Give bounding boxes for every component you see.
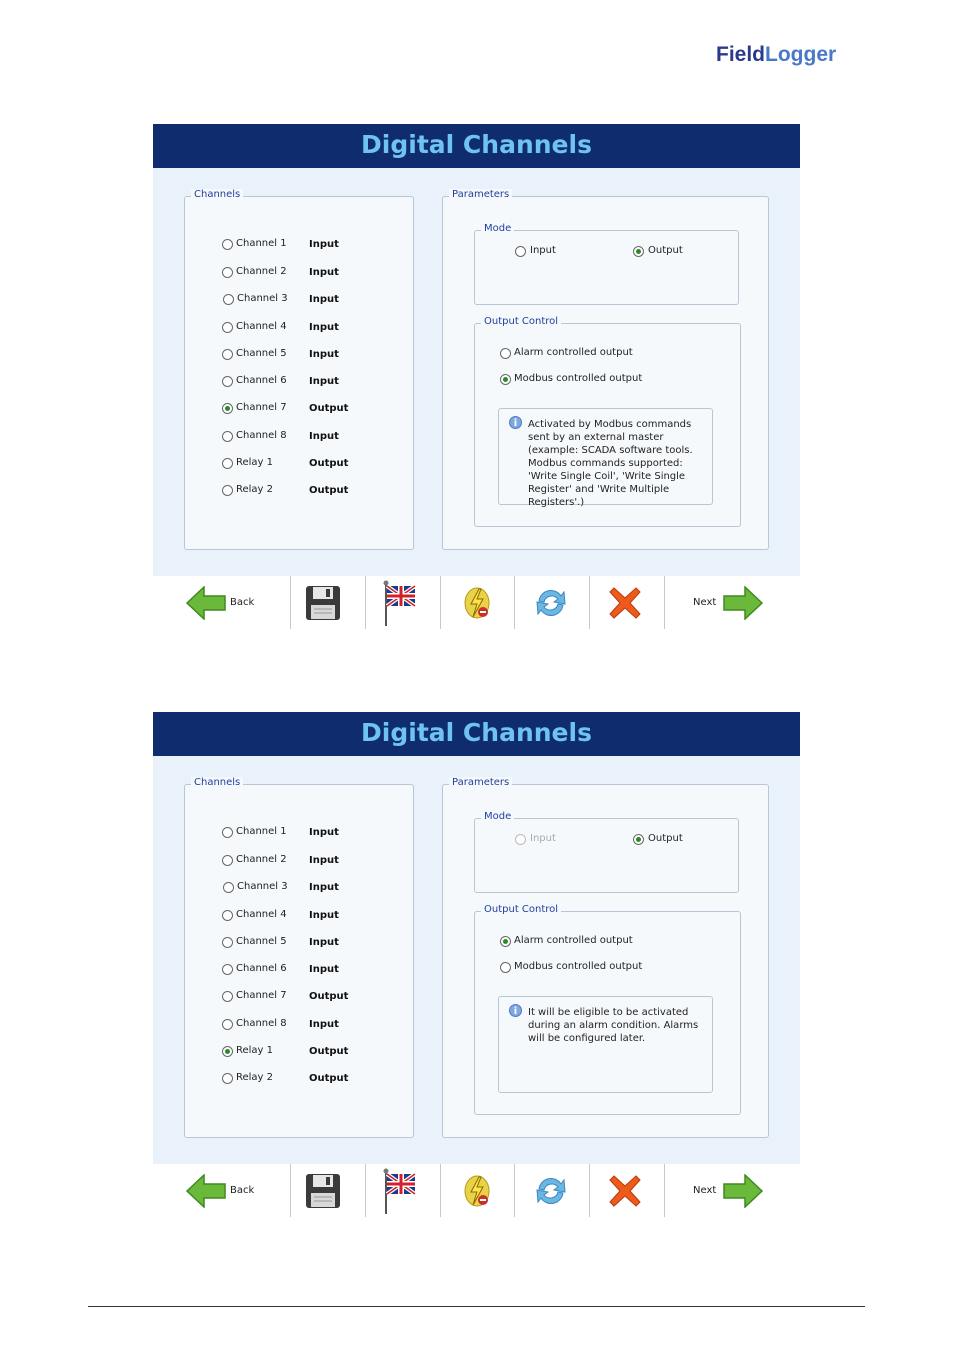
diagnostics-button[interactable] xyxy=(441,576,514,629)
channel-label[interactable]: Channel 6 xyxy=(236,375,287,386)
close-icon xyxy=(608,1174,642,1211)
modbus-controlled-label[interactable]: Modbus controlled output xyxy=(514,373,643,384)
channel-type: Output xyxy=(309,458,349,469)
channel-radio[interactable] xyxy=(222,239,233,250)
cancel-button[interactable] xyxy=(590,1164,664,1217)
channel-radio[interactable] xyxy=(222,827,233,838)
mode-output-label[interactable]: Output xyxy=(648,245,683,256)
page-footer-divider xyxy=(88,1306,865,1307)
modbus-controlled-label[interactable]: Modbus controlled output xyxy=(514,961,643,972)
next-arrow-icon xyxy=(723,1174,763,1211)
channel-radio[interactable] xyxy=(222,1019,233,1030)
back-button[interactable] xyxy=(153,576,290,629)
channel-radio[interactable] xyxy=(222,403,233,414)
mode-input-radio[interactable] xyxy=(515,246,526,257)
info-text: It will be eligible to be activated during an alarm condition. Alarms will be configured later. xyxy=(528,1007,699,1044)
channel-label[interactable]: Channel 8 xyxy=(236,430,287,441)
channel-radio[interactable] xyxy=(222,910,233,921)
close-icon xyxy=(608,586,642,623)
back-arrow-icon xyxy=(186,586,226,623)
save-icon xyxy=(305,1173,341,1212)
refresh-icon xyxy=(534,1174,568,1211)
channel-radio[interactable] xyxy=(222,485,233,496)
channel-type: Output xyxy=(309,485,349,496)
next-label: Next xyxy=(693,597,717,608)
lightning-icon xyxy=(462,1174,492,1211)
channel-type: Output xyxy=(309,1073,349,1084)
mode-legend: Mode xyxy=(481,811,514,822)
channel-label[interactable]: Channel 3 xyxy=(237,881,288,892)
mode-input-label[interactable]: Input xyxy=(530,245,556,256)
channel-type: Input xyxy=(309,376,339,387)
channel-label[interactable]: Relay 2 xyxy=(236,1072,274,1083)
channel-label[interactable]: Channel 2 xyxy=(236,854,287,865)
channel-type: Input xyxy=(309,882,339,893)
language-button[interactable] xyxy=(366,576,440,629)
channel-radio[interactable] xyxy=(222,376,233,387)
language-button[interactable] xyxy=(366,1164,440,1217)
info-icon: i xyxy=(509,1004,522,1017)
channel-label[interactable]: Channel 7 xyxy=(236,990,287,1001)
info-box xyxy=(498,408,713,508)
info-box xyxy=(498,996,713,1093)
channel-type: Input xyxy=(309,267,339,278)
mode-output-label[interactable]: Output xyxy=(648,833,683,844)
channel-radio[interactable] xyxy=(222,458,233,469)
channel-radio[interactable] xyxy=(222,349,233,360)
channel-radio[interactable] xyxy=(223,294,234,305)
fieldlogger-logo xyxy=(716,43,836,67)
mode-group xyxy=(474,811,739,893)
info-text: Activated by Modbus commands sent by an external master (example: SCADA software tools. Modbus commands supported: 'Write Single Coil', 'Write Single Register' and 'Write Multiple Registers'.) xyxy=(528,419,693,508)
lightning-icon xyxy=(462,586,492,623)
channel-label[interactable]: Channel 6 xyxy=(236,963,287,974)
channel-label[interactable]: Channel 7 xyxy=(236,402,287,413)
channel-type: Input xyxy=(309,937,339,948)
alarm-controlled-label[interactable]: Alarm controlled output xyxy=(514,935,633,946)
channel-label[interactable]: Channel 5 xyxy=(236,936,287,947)
parameters-legend: Parameters xyxy=(449,189,512,200)
digital-channels-screen xyxy=(153,712,800,1217)
channel-label[interactable]: Channel 8 xyxy=(236,1018,287,1029)
channel-radio[interactable] xyxy=(222,1073,233,1084)
alarm-controlled-radio[interactable] xyxy=(500,936,511,947)
next-label: Next xyxy=(693,1185,717,1196)
uk-flag-icon xyxy=(383,1168,417,1217)
modbus-controlled-radio[interactable] xyxy=(500,374,511,385)
channel-label[interactable]: Channel 4 xyxy=(236,321,287,332)
channel-type: Output xyxy=(309,991,349,1002)
alarm-controlled-radio[interactable] xyxy=(500,348,511,359)
output-control-legend: Output Control xyxy=(481,316,561,327)
diagnostics-button[interactable] xyxy=(441,1164,514,1217)
mode-input-radio xyxy=(515,834,526,845)
mode-input-label: Input xyxy=(530,833,556,844)
channel-label[interactable]: Channel 4 xyxy=(236,909,287,920)
channel-label[interactable]: Relay 2 xyxy=(236,484,274,495)
channel-type: Input xyxy=(309,322,339,333)
channel-type: Input xyxy=(309,964,339,975)
next-arrow-icon xyxy=(723,586,763,623)
uk-flag-icon xyxy=(383,580,417,629)
next-button[interactable] xyxy=(665,576,800,629)
channel-type: Input xyxy=(309,239,339,250)
modbus-controlled-radio[interactable] xyxy=(500,962,511,973)
cancel-button[interactable] xyxy=(590,576,664,629)
logo-part-logger: Logger xyxy=(765,43,837,66)
alarm-controlled-label[interactable]: Alarm controlled output xyxy=(514,347,633,358)
channels-panel xyxy=(184,777,414,1138)
back-arrow-icon xyxy=(186,1174,226,1211)
mode-output-radio[interactable] xyxy=(633,834,644,845)
screen-title: Digital Channels xyxy=(153,124,800,168)
save-button[interactable] xyxy=(291,576,365,629)
next-button[interactable] xyxy=(665,1164,800,1217)
back-label: Back xyxy=(230,1185,255,1196)
channel-type: Input xyxy=(309,431,339,442)
logo-part-field: Field xyxy=(716,43,766,66)
refresh-button[interactable] xyxy=(515,576,589,629)
bottom-toolbar xyxy=(153,576,800,629)
channel-label[interactable]: Channel 1 xyxy=(236,238,287,249)
channel-radio[interactable] xyxy=(222,1046,233,1057)
channel-radio[interactable] xyxy=(222,991,233,1002)
channels-legend: Channels xyxy=(191,189,243,200)
info-icon: i xyxy=(509,416,522,429)
channel-radio[interactable] xyxy=(222,267,233,278)
channel-type: Output xyxy=(309,403,349,414)
digital-channels-screen xyxy=(153,124,800,629)
parameters-legend: Parameters xyxy=(449,777,512,788)
channel-type: Input xyxy=(309,349,339,360)
channel-type: Input xyxy=(309,855,339,866)
mode-group xyxy=(474,223,739,305)
channel-radio[interactable] xyxy=(222,855,233,866)
mode-legend: Mode xyxy=(481,223,514,234)
channel-label[interactable]: Channel 5 xyxy=(236,348,287,359)
channel-label[interactable]: Channel 2 xyxy=(236,266,287,277)
save-icon xyxy=(305,585,341,624)
channel-type: Input xyxy=(309,910,339,921)
channel-radio[interactable] xyxy=(222,431,233,442)
channels-legend: Channels xyxy=(191,777,243,788)
channel-label[interactable]: Relay 1 xyxy=(236,457,274,468)
output-control-legend: Output Control xyxy=(481,904,561,915)
channel-radio[interactable] xyxy=(222,322,233,333)
channel-label[interactable]: Relay 1 xyxy=(236,1045,274,1056)
channel-type: Input xyxy=(309,294,339,305)
channel-radio[interactable] xyxy=(222,937,233,948)
channel-label[interactable]: Channel 3 xyxy=(237,293,288,304)
back-button[interactable] xyxy=(153,1164,290,1217)
mode-output-radio[interactable] xyxy=(633,246,644,257)
channel-radio[interactable] xyxy=(222,964,233,975)
refresh-button[interactable] xyxy=(515,1164,589,1217)
channel-type: Output xyxy=(309,1046,349,1057)
channel-type: Input xyxy=(309,827,339,838)
screen-title: Digital Channels xyxy=(153,712,800,756)
bottom-toolbar xyxy=(153,1164,800,1217)
channels-panel xyxy=(184,189,414,550)
channel-type: Input xyxy=(309,1019,339,1030)
channel-label[interactable]: Channel 1 xyxy=(236,826,287,837)
save-button[interactable] xyxy=(291,1164,365,1217)
back-label: Back xyxy=(230,597,255,608)
channel-radio[interactable] xyxy=(223,882,234,893)
refresh-icon xyxy=(534,586,568,623)
